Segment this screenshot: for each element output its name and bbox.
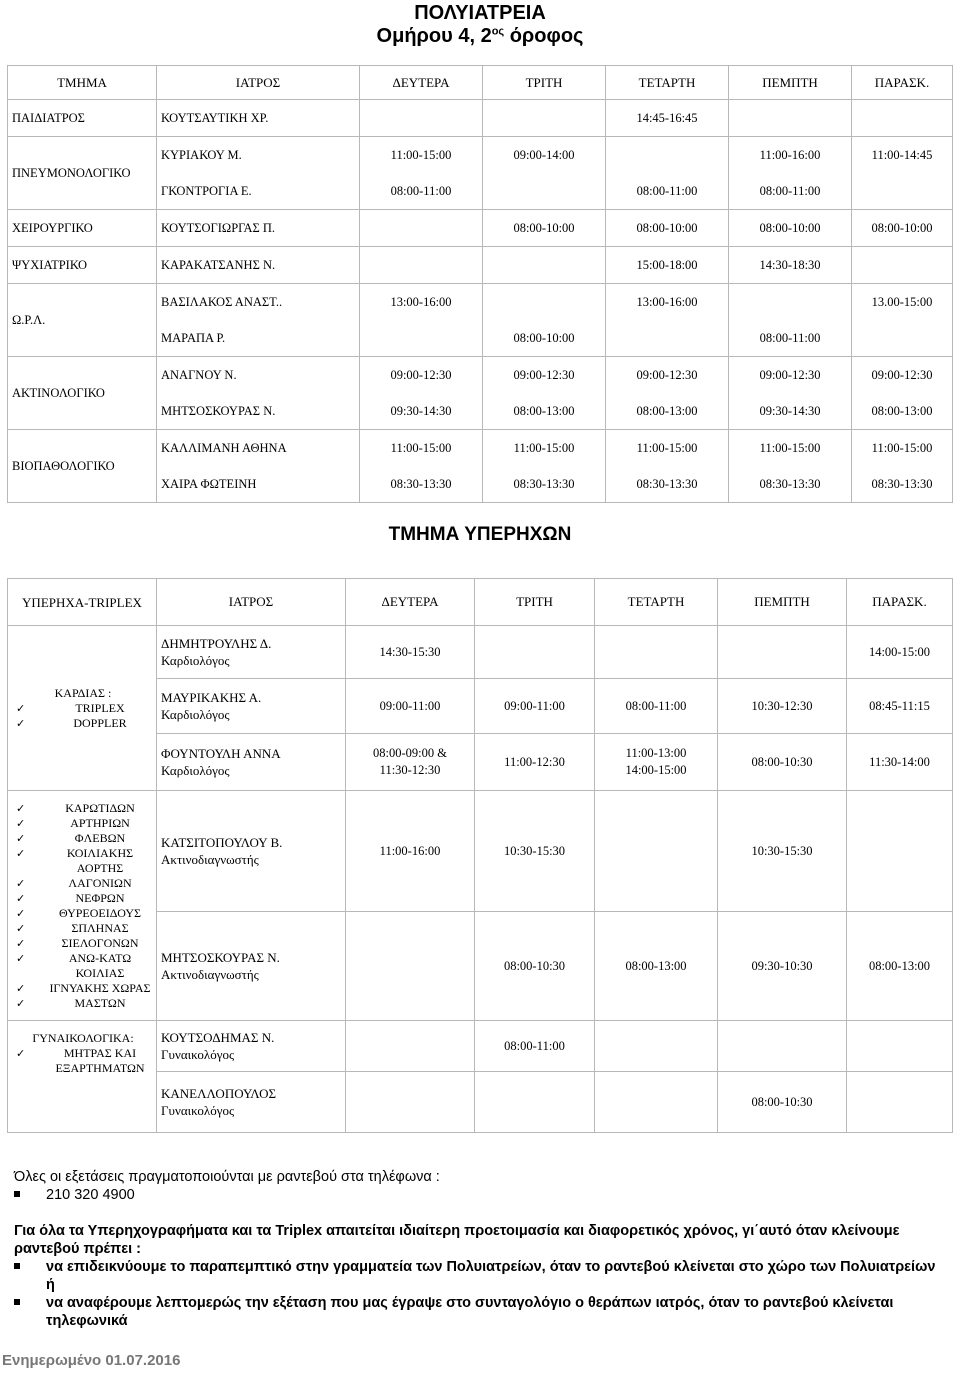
clinic-row [8,357,953,430]
schedule-cell [483,357,606,430]
header-cell: ΠΑΡΑΣΚ. [852,66,953,100]
schedule-cell [729,357,852,430]
schedule-cell: 09:30-10:30 [718,912,847,1021]
header-cell: ΙΑΤΡΟΣ [157,579,346,626]
department-cell: ΧΕΙΡΟΥΡΓΙΚΟ [8,210,157,247]
schedule-cell [847,791,953,912]
schedule-cell: 08:00-13:00 [847,912,953,1021]
schedule-line: 11:00-15:00 [871,441,933,455]
schedule-cell [729,137,852,210]
schedule-line: 11:00-14:45 [871,148,933,162]
schedule-line: 11:00-15:00 [390,441,452,455]
clinic-row [8,284,953,357]
schedule-line: 14:45-16:45 [636,111,698,125]
schedule-line: 08:00-09:00 & [373,746,447,760]
notes-section [14,1168,944,1330]
schedule-line: 13.00-15:00 [871,295,933,309]
schedule-line: 08:30-13:30 [871,477,933,491]
doctor-name: ΚΑΤΣΙΤΟΠΟΥΛΟΥ Β. [161,835,283,850]
schedule-line: 08:00-13:00 [513,404,575,418]
ultrasound-header-row [8,579,953,626]
clinic-row [8,100,953,137]
schedule-line: 09:00-14:00 [513,148,575,162]
header-cell: ΤΕΤΑΡΤΗ [595,579,718,626]
schedule-line [364,247,478,283]
ultrasound-section-title: ΤΜΗΜΑ ΥΠΕΡΗΧΩΝ [388,524,572,545]
schedule-line: 14:00-15:00 [625,763,687,777]
schedule-cell: 08:00-10:30 [475,912,595,1021]
schedule-line: 14:30-18:30 [759,258,821,272]
header-cell: ΔΕΥΤΕΡΑ [360,66,483,100]
schedule-cell: 10:30-15:30 [718,791,847,912]
schedule-line: 08:00-10:00 [871,221,933,235]
schedule-cell: 10:30-15:30 [475,791,595,912]
schedule-cell [483,137,606,210]
exam-item: ✓ ΑΡΤΗΡΙΩΝ [16,816,152,831]
schedule-cell [360,284,483,357]
schedule-line: 08:30-13:30 [390,477,452,491]
schedule-cell [483,430,606,503]
schedule-cell [729,100,852,137]
appointment-note: Όλες οι εξετάσεις πραγματοποιούνται με ραντεβού στα τηλέφωνα : [14,1169,440,1185]
doctor-cell [157,357,360,430]
schedule-cell [360,100,483,137]
schedule-line: 09:00-12:30 [759,368,821,382]
gyn-row [8,1021,953,1072]
schedule-line: 08:00-10:00 [513,331,575,345]
doctor-name: ΚΟΥΤΣΟΔΗΜΑΣ Ν. [161,1030,275,1045]
schedule-line [856,173,948,209]
schedule-line [733,100,847,136]
doctor-name: ΧΑΙΡΑ ΦΩΤΕΙΝΗ [161,477,257,491]
schedule-line: 08:00-11:00 [759,331,821,345]
vascular-exams-cell [8,791,157,1021]
schedule-cell: 10:30-12:30 [718,679,847,734]
schedule-cell [483,100,606,137]
phone-number: 210 320 4900 [46,1187,135,1203]
schedule-cell [360,210,483,247]
vascular-row [8,791,953,912]
schedule-cell [729,247,852,284]
schedule-cell [729,430,852,503]
schedule-cell [595,734,718,791]
cardio-exam-list [12,701,152,731]
schedule-line: 08:30-13:30 [636,477,698,491]
schedule-line: 08:00-10:00 [759,221,821,235]
schedule-cell [606,430,729,503]
schedule-cell: 08:45-11:15 [847,679,953,734]
exam-item: ✓ ΘΥΡΕΟΕΙΔΟΥΣ [16,906,152,921]
doctor-cell [157,247,360,284]
schedule-cell [852,247,953,284]
gyn-exams-cell [8,1021,157,1133]
schedule-cell: 08:00-11:00 [595,679,718,734]
header-cell: ΠΑΡΑΣΚ. [847,579,953,626]
schedule-line [364,100,478,136]
doctor-cell [157,1072,346,1133]
schedule-cell [360,357,483,430]
clinic-row [8,430,953,503]
schedule-line: 11:00-15:00 [759,441,821,455]
doctor-role: Ακτινοδιαγνωστής [161,967,259,982]
department-cell: ΠΝΕΥΜΟΝΟΛΟΓΙΚΟ [8,137,157,210]
header-cell: ΤΜΗΜΑ [8,66,157,100]
schedule-line: 09:30-14:30 [390,404,452,418]
doctor-cell [157,1021,346,1072]
department-cell: ΠΑΙΔΙΑΤΡΟΣ [8,100,157,137]
schedule-line [610,137,724,173]
schedule-line: 11:00-13:00 [625,746,687,760]
square-bullet-icon [14,1191,20,1197]
schedule-cell [360,247,483,284]
header-cell: ΤΡΙΤΗ [475,579,595,626]
schedule-line: 11:00-15:00 [636,441,698,455]
schedule-line: 08:30-13:30 [513,477,575,491]
schedule-line: 09:00-12:30 [390,368,452,382]
doctor-cell [157,284,360,357]
header-cell: ΔΕΥΤΕΡΑ [346,579,475,626]
schedule-line: 08:00-11:00 [390,184,452,198]
schedule-cell [346,912,475,1021]
gyn-exam-list [12,1046,152,1076]
schedule-cell [483,210,606,247]
schedule-cell [595,626,718,679]
doctor-name: ΚΑΡΑΚΑΤΣΑΝΗΣ Ν. [161,258,276,272]
schedule-cell [346,1021,475,1072]
exam-item: ✓ ΑΝΩ-ΚΑΤΩ ΚΟΙΛΙΑΣ [16,951,152,981]
schedule-cell [847,1072,953,1133]
schedule-cell: 08:00-13:00 [595,912,718,1021]
schedule-line: 11:00-15:00 [390,148,452,162]
clinic-row [8,137,953,210]
department-cell: ΒΙΟΠΑΘΟΛΟΓΙΚΟ [8,430,157,503]
schedule-cell: 14:00-15:00 [847,626,953,679]
schedule-cell [595,1072,718,1133]
clinics-header-row [8,66,953,100]
doctor-role: Γυναικολόγος [161,1047,235,1062]
instruction-text: να επιδεικνύουμε το παραπεμπτικό στην γραμματεία των Πολυιατρείων, όταν το ραντεβού κλείνεται στο χώρο των Πολυιατρείων ή [46,1259,936,1293]
schedule-cell: 11:00-12:30 [475,734,595,791]
doctor-name: ΚΑΝΕΛΛΟΠΟΥΛΟΣ [161,1086,277,1101]
clinic-row [8,210,953,247]
schedule-cell: 11:30-14:00 [847,734,953,791]
schedule-line [856,100,948,136]
schedule-cell [595,791,718,912]
doctor-name: ΜΗΤΣΟΣΚΟΥΡΑΣ Ν. [161,950,280,965]
doctor-name: ΔΗΜΗΤΡΟΥΛΗΣ Δ. [161,636,272,651]
header-cell: ΙΑΤΡΟΣ [157,66,360,100]
schedule-cell [718,1021,847,1072]
schedule-cell [360,137,483,210]
doctor-role: Γυναικολόγος [161,1103,235,1118]
clinics-schedule-table [7,65,953,503]
instruction-item [14,1294,944,1330]
schedule-line: 11:30-12:30 [379,763,441,777]
schedule-cell [852,137,953,210]
exam-item: ✓ TRIPLEX [16,701,152,716]
exam-item: ✓ ΦΛΕΒΩΝ [16,831,152,846]
instruction-item [14,1258,944,1294]
schedule-cell [729,210,852,247]
doctor-role: Ακτινοδιαγνωστής [161,852,259,867]
schedule-line [856,247,948,283]
schedule-cell [483,284,606,357]
doctor-role: Καρδιολόγος [161,653,230,668]
doctor-cell [157,679,346,734]
schedule-cell [852,284,953,357]
department-cell: ΑΚΤΙΝΟΛΟΓΙΚΟ [8,357,157,430]
exam-item: ✓ ΚΑΡΩΤΙΔΩΝ [16,801,152,816]
doctor-name: ΦΟΥΝΤΟΥΛΗ ΑΝΝΑ [161,746,281,761]
instruction-text: να αναφέρουμε λεπτομερώς την εξέταση που μας έγραψε στο συνταγολόγιο ο θεράπων ιατρός, όταν το ραντεβού κλείνεται τηλεφωνικά [46,1295,894,1329]
exam-item: ✓ ΙΓΝΥΑΚΗΣ ΧΩΡΑΣ [16,981,152,996]
doctor-cell [157,912,346,1021]
schedule-line: 15:00-18:00 [636,258,698,272]
schedule-cell [475,626,595,679]
doctor-name: ΚΥΡΙΑΚΟΥ Μ. [161,148,242,162]
exam-item: ✓ ΝΕΦΡΩΝ [16,891,152,906]
schedule-cell [606,247,729,284]
schedule-line [733,284,847,320]
doctor-name: ΚΑΛΛΙΜΑΝΗ ΑΘΗΝΑ [161,441,287,455]
page-subtitle [0,25,960,48]
doctor-cell [157,210,360,247]
schedule-cell: 08:00-10:30 [718,734,847,791]
schedule-line: 08:00-10:00 [636,221,698,235]
schedule-line: 08:00-13:00 [636,404,698,418]
address-text: Ομήρου 4, 2 [376,25,492,47]
doctor-name: ΑΝΑΓΝΟΥ Ν. [161,368,237,382]
schedule-cell: 11:00-16:00 [346,791,475,912]
schedule-cell: 14:30-15:30 [346,626,475,679]
exam-item: ✓ ΣΠΛΗΝΑΣ [16,921,152,936]
schedule-cell [852,357,953,430]
doctor-name: ΜΑΡΑΠΑ Ρ. [161,331,226,345]
department-cell: Ω.Ρ.Λ. [8,284,157,357]
schedule-line: 09:00-12:30 [871,368,933,382]
schedule-line [856,320,948,356]
schedule-cell: 09:00-11:00 [475,679,595,734]
doctor-role: Καρδιολόγος [161,707,230,722]
schedule-line: 08:30-13:30 [759,477,821,491]
schedule-line [487,173,601,209]
schedule-cell [852,210,953,247]
schedule-cell [729,284,852,357]
schedule-line: 08:00-11:00 [636,184,698,198]
exam-item: ✓ DOPPLER [16,716,152,731]
schedule-cell: 08:00-10:30 [718,1072,847,1133]
page-title: ΠΟΛΥΙΑΤΡΕΙΑ [414,2,546,24]
schedule-line: 11:00-15:00 [513,441,575,455]
schedule-line [487,247,601,283]
schedule-cell [606,210,729,247]
schedule-cell [595,1021,718,1072]
schedule-line: 08:00-11:00 [759,184,821,198]
schedule-line: 13:00-16:00 [636,295,698,309]
schedule-cell [606,284,729,357]
doctor-name: ΜΗΤΣΟΣΚΟΥΡΑΣ Ν. [161,404,276,418]
header-cell: ΠΕΜΠΤΗ [729,66,852,100]
schedule-line: 09:30-14:30 [759,404,821,418]
vascular-exam-list [12,801,152,1011]
clinic-row [8,247,953,284]
floor-suffix: ος [491,25,505,38]
schedule-cell [346,1072,475,1133]
schedule-line [610,320,724,356]
schedule-line: 08:00-10:00 [513,221,575,235]
schedule-cell [852,430,953,503]
schedule-cell [360,430,483,503]
schedule-line: 13:00-16:00 [390,295,452,309]
schedule-line [487,100,601,136]
schedule-cell [852,100,953,137]
doctor-cell [157,100,360,137]
schedule-cell: 08:00-11:00 [475,1021,595,1072]
schedule-line: 08:00-13:00 [871,404,933,418]
schedule-cell: 09:00-11:00 [346,679,475,734]
exam-item: ✓ ΣΙΕΛΟΓΟΝΩΝ [16,936,152,951]
schedule-cell [606,137,729,210]
exam-item: ✓ ΚΟΙΛΙΑΚΗΣ ΑΟΡΤΗΣ [16,846,152,876]
schedule-line [364,210,478,246]
schedule-cell [606,100,729,137]
cardio-title: ΚΑΡΔΙΑΣ : [54,685,112,700]
square-bullet-icon [14,1263,20,1269]
phone-item [14,1186,944,1204]
ultrasound-schedule-table [7,578,953,1133]
exam-item: ✓ ΛΑΓΟΝΙΩΝ [16,876,152,891]
header-cell: ΤΡΙΤΗ [483,66,606,100]
schedule-line: 09:00-12:30 [636,368,698,382]
header-cell: ΥΠΕΡΗΧΑ-TRIPLEX [8,579,157,626]
cardio-exams-cell [8,626,157,791]
doctor-name: ΓΚΟΝΤΡΟΓΙΑ Ε. [161,184,252,198]
schedule-line: 09:00-12:30 [513,368,575,382]
address-floor: όροφος [504,25,584,47]
doctor-cell [157,137,360,210]
header-cell: ΠΕΜΠΤΗ [718,579,847,626]
doctor-name: ΜΑΥΡΙΚΑΚΗΣ Α. [161,690,262,705]
schedule-line [364,320,478,356]
schedule-line: 11:00-16:00 [759,148,821,162]
doctor-cell [157,734,346,791]
doctor-cell [157,430,360,503]
doctor-role: Καρδιολόγος [161,763,230,778]
doctor-name: ΚΟΥΤΣΑΥΤΙΚΗ ΧΡ. [161,111,269,125]
doctor-name: ΚΟΥΤΣΟΓΙΩΡΓΑΣ Π. [161,221,276,235]
gyn-title: ΓΥΝΑΙΚΟΛΟΓΙΚΑ: [32,1031,134,1045]
schedule-cell [847,1021,953,1072]
cardio-row [8,626,953,679]
square-bullet-icon [14,1299,20,1305]
preparation-note: Για όλα τα Υπερηχογραφήματα και τα Triplex απαιτείται ιδιαίτερη προετοιμασία και διαφορετικός χρόνος, γι΄αυτό όταν κλείνουμε ραντεβού πρέπει : [14,1223,900,1257]
schedule-cell [483,247,606,284]
doctor-cell [157,791,346,912]
header-cell: ΤΕΤΑΡΤΗ [606,66,729,100]
exam-item: ✓ ΜΗΤΡΑΣ ΚΑΙ ΕΞΑΡΤΗΜΑΤΩΝ [16,1046,152,1076]
schedule-cell [718,626,847,679]
schedule-cell [475,1072,595,1133]
schedule-cell [346,734,475,791]
schedule-cell [606,357,729,430]
doctor-name: ΒΑΣΙΛΑΚΟΣ ΑΝΑΣΤ.. [161,295,283,309]
doctor-cell [157,626,346,679]
department-cell: ΨΥΧΙΑΤΡΙΚΟ [8,247,157,284]
exam-item: ✓ ΜΑΣΤΩΝ [16,996,152,1011]
updated-date: Ενημερωμένο 01.07.2016 [2,1352,181,1369]
schedule-line [487,284,601,320]
